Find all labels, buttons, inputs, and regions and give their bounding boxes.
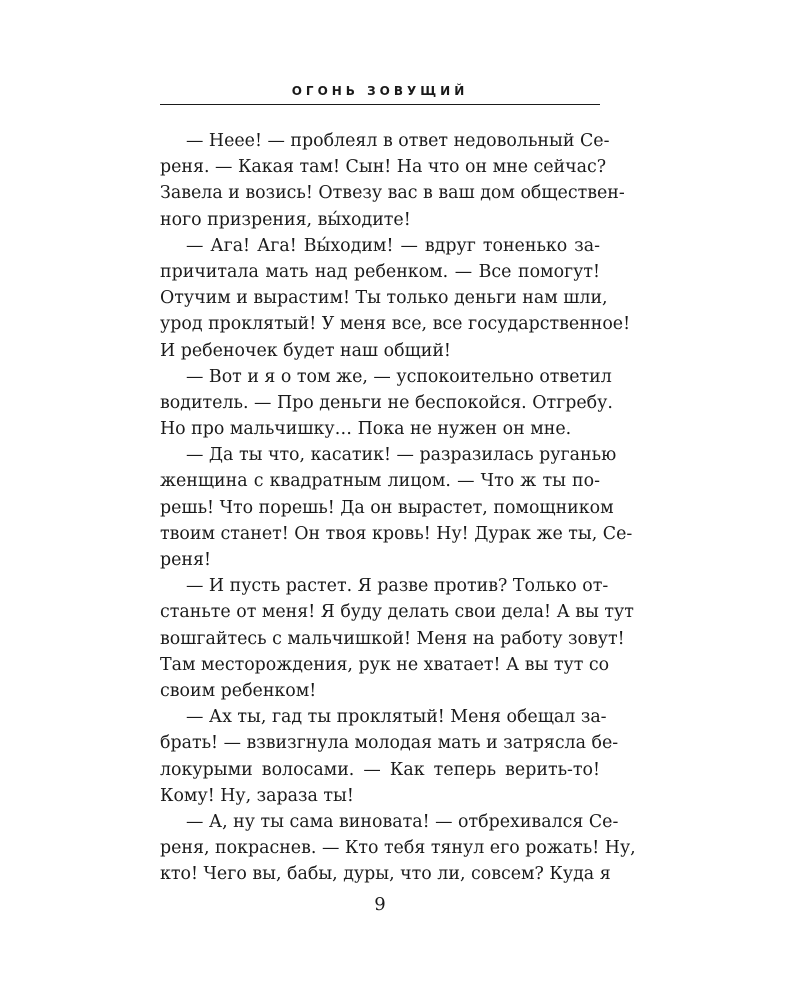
- running-head-title: ОГОНЬ ЗОВУЩИЙ: [291, 84, 469, 98]
- paragraph: [160, 442, 633, 573]
- paragraph: [160, 573, 634, 704]
- text-line: — Вот и я о том же, — успокоительно ответил: [186, 366, 612, 387]
- text-line: Кому! Ну, зараза ты!: [160, 785, 354, 806]
- text-line: — А, ну ты сама виновата! — отбрехивался Се-: [186, 811, 619, 832]
- paragraph: [160, 233, 631, 364]
- text-line: своим ребенком!: [160, 680, 317, 701]
- text-line: Там месторождения, рук не хватает! А вы тут со: [160, 654, 610, 675]
- text-line: — Неее! — проблеял в ответ недовольный Се-: [186, 131, 610, 151]
- paragraph: [160, 809, 636, 888]
- text-line: решь! Что порешь! Да он вырастет, помощником: [160, 497, 614, 518]
- text-line: водитель. — Про деньги не беспокойся. Отгребу.: [160, 392, 613, 413]
- text-line: урод проклятый! У меня все, все государственное!: [160, 314, 631, 335]
- text-line: ного призрения, вы́ходите!: [160, 209, 411, 230]
- paragraph: [160, 128, 625, 233]
- text-line: реня!: [160, 550, 211, 570]
- text-line: — Ага! Ага! Вы́ходим! — вдруг тоненько за-: [186, 235, 600, 256]
- text-line: брать! — взвизгнула молодая мать и затрясла бе-: [160, 733, 619, 754]
- text-line: — Да ты что, касатик! — разразилась руганью: [186, 445, 617, 466]
- text-line: вошгайтесь с мальчишкой! Меня на работу зовут!: [160, 628, 625, 649]
- text-line: реня. — Какая там! Сын! На что он мне сейчас?: [160, 157, 607, 178]
- text-line: реня, покраснев. — Кто тебя тянул его рожать! Ну,: [160, 838, 636, 859]
- header-rule: [160, 104, 600, 105]
- text-line: станьте от меня! Я буду делать свои дела! А вы тут: [160, 602, 634, 623]
- text-line: Завела и возись! Отвезу вас в ваш дом обществен-: [160, 183, 625, 204]
- text-line: — Ах ты, гад ты проклятый! Меня обещал за-: [186, 707, 607, 728]
- paragraph: [160, 364, 613, 443]
- text-line: причитала мать над ребенком. — Все помогут!: [160, 261, 600, 282]
- body-text: [160, 128, 636, 887]
- text-line: Отучим и вырастим! Ты только деньги нам шли,: [160, 288, 608, 309]
- text-line: твоим станет! Он твоя кровь! Ну! Дурак же ты, Се-: [160, 523, 633, 544]
- text-line: Но про мальчишку… Пока не нужен он мне.: [160, 419, 572, 440]
- paragraph: [160, 704, 619, 809]
- text-line: И ребеночек будет наш общий!: [160, 340, 451, 361]
- text-line: локурыми волосами. — Как теперь верить-то!: [160, 759, 600, 780]
- page-number: 9: [374, 894, 386, 915]
- text-line: кто! Чего вы, бабы, дуры, что ли, совсем? Куда я: [160, 864, 611, 885]
- text-line: женщина с квадратным лицом. — Что ж ты по-: [160, 471, 600, 492]
- text-line: — И пусть растет. Я разве против? Только от-: [186, 576, 609, 597]
